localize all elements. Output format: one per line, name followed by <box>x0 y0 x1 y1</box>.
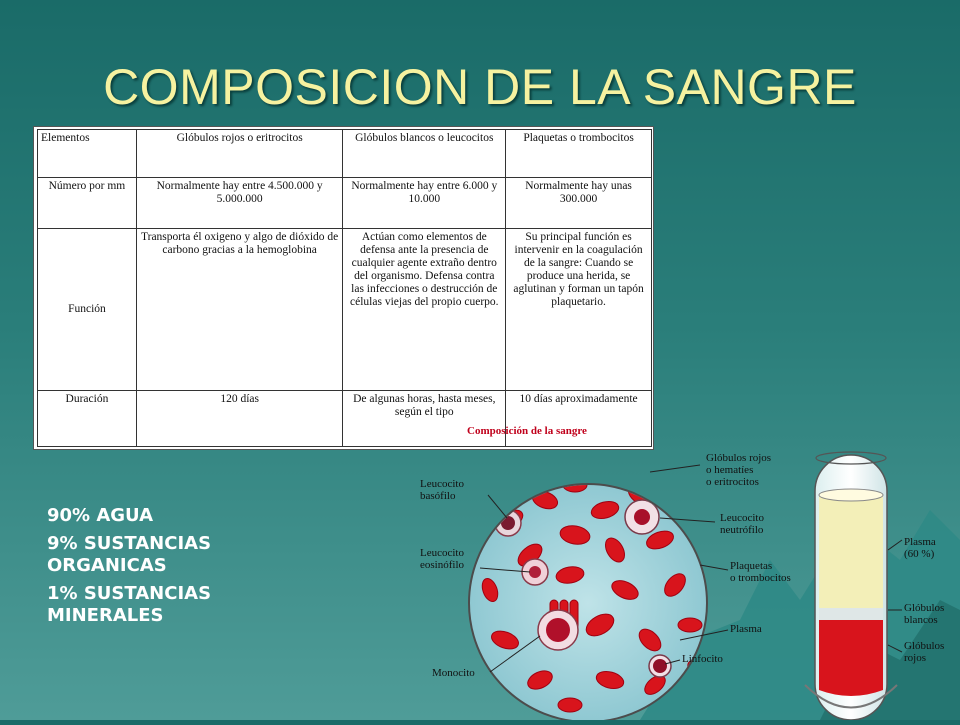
composition-item: 1% SUSTANCIAS MINERALES <box>47 583 212 626</box>
header-cell: Glóbulos blancos o leucocitos <box>343 130 506 178</box>
table-cell: Normalmente hay entre 6.000 y 10.000 <box>343 178 506 229</box>
table-header-row <box>38 130 652 178</box>
slide-title: COMPOSICION DE LA SANGRE <box>103 59 857 115</box>
composition-item: 90% AGUA <box>47 505 154 526</box>
table-cell: Normalmente hay entre 4.500.000 y 5.000.000 <box>136 178 343 229</box>
label-tube-blancos: Glóbulos blancos <box>904 602 945 626</box>
blood-elements-table <box>33 126 654 450</box>
table-cell: De algunas horas, hasta meses, según el tipo <box>343 391 506 447</box>
label-tube-plasma: Plasma (60 %) <box>904 536 936 560</box>
table-cell: 120 días <box>136 391 343 447</box>
composition-list <box>47 505 307 633</box>
table-row <box>38 391 652 447</box>
label-neutrofilo: Leucocito neutrófilo <box>720 512 764 536</box>
label-monocito: Monocito <box>432 667 475 679</box>
label-basofilo: Leucocito basófilo <box>420 478 464 502</box>
diagram-caption: Composición de la sangre <box>467 425 587 437</box>
header-cell: Plaquetas o trombocitos <box>506 130 652 178</box>
table-cell: Actúan como elementos de defensa ante la presencia de cualquier agente extraño dentro del organismo. Defensa contra las infecciones o destrucción de células viejas del propio cuerpo. <box>343 229 506 391</box>
blood-composition-diagram <box>410 440 960 720</box>
row-label: Función <box>38 229 137 391</box>
test-tube <box>805 452 897 720</box>
label-eosinofilo: Leucocito eosinófilo <box>420 547 464 571</box>
label-plasma: Plasma <box>730 623 762 635</box>
table-cell: Normalmente hay unas 300.000 <box>506 178 652 229</box>
table-cell: Transporta él oxigeno y algo de dióxido de carbono gracias a la hemoglobina <box>136 229 343 391</box>
row-label: Número por mm <box>38 178 137 229</box>
table-cell: Su principal función es intervenir en la coagulación de la sangre: Cuando se produce una herida, se aglutinan y forman un tapón plaquetario. <box>506 229 652 391</box>
label-tube-rojos: Glóbulos rojos <box>904 640 945 664</box>
label-linfocito: Linfocito <box>682 653 723 665</box>
table-row <box>38 229 652 391</box>
blood-sample-circle <box>469 484 707 720</box>
elements-table <box>37 129 652 447</box>
table-cell: 10 días aproximadamente <box>506 391 652 447</box>
label-plaquetas: Plaquetas o trombocitos <box>730 560 791 584</box>
composition-item: 9% SUSTANCIAS ORGANICAS <box>47 533 212 576</box>
table-row <box>38 178 652 229</box>
header-cell: Elementos <box>38 130 137 178</box>
header-cell: Glóbulos rojos o eritrocitos <box>136 130 343 178</box>
row-label: Duración <box>38 391 137 447</box>
label-globulos-rojos: Glóbulos rojos o hematíes o eritrocitos <box>706 452 772 488</box>
blood-diagram-illustration <box>410 440 960 720</box>
